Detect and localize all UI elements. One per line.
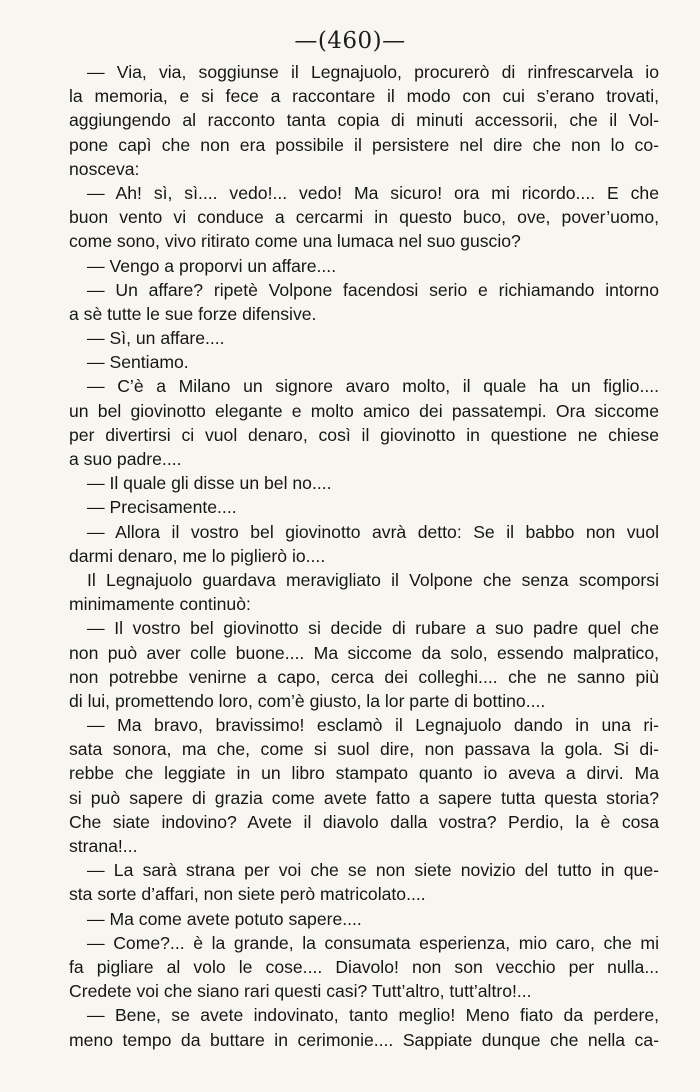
text-line: nosceva: <box>69 158 140 179</box>
text-line: — Bene, se avete indovinato, tanto meglio! Meno fiato da perdere, <box>87 1005 659 1026</box>
text-line: fa pigliare al volo le cose.... Diavolo! non son vecchio per nulla... <box>69 956 659 977</box>
text-line: meno tempo da buttare in cerimonie.... Sappiate dunque che nella ca- <box>69 1029 659 1050</box>
text-line: darmi denaro, me lo piglierò io.... <box>69 545 326 566</box>
text-line: — Ma bravo, bravissimo! esclamò il Legnajuolo dando in una ri- <box>87 715 659 736</box>
text-line: — Come?... è la grande, la consumata esperienza, mio caro, che mi <box>87 932 659 953</box>
text-line: di lui, promettendo loro, com’è giusto, la lor parte di bottino.... <box>69 690 546 711</box>
text-line: strana!... <box>69 836 138 856</box>
text-line: — Via, via, soggiunse il Legnajuolo, procurerò di rinfrescarvela io <box>87 62 659 82</box>
text-line: si può sapere di grazia come avete fatto a sapere tutta questa storia? <box>69 787 659 808</box>
text-line: buon vento vi conduce a cercarmi in questo buco, ove, pover’uomo, <box>69 207 659 228</box>
text-line: — Ma come avete potuto sapere.... <box>87 908 362 929</box>
text-line: rebbe che leggiate in un libro stampato quanto io aveva a dirvi. Ma <box>69 763 659 784</box>
text-line: per divertirsi ci vuol denaro, così il giovinotto in questione ne chiese <box>69 424 659 445</box>
text-line: — Allora il vostro bel giovinotto avrà detto: Se il babbo non vuol <box>87 521 659 542</box>
text-line: — Il vostro bel giovinotto si decide di rubare a suo padre quel che <box>87 618 659 639</box>
text-line: sta sorte d’affari, non siete però matricolato.... <box>69 884 426 905</box>
text-line: — Ah! sì, sì.... vedo!... vedo! Ma sicuro! ora mi ricordo.... E che <box>87 182 659 203</box>
text-line: Credete voi che siano rari questi casi? Tutt’altro, tutt’altro!... <box>69 981 532 1002</box>
text-line: a sè tutte le sue forze difensive. <box>69 303 317 324</box>
text-line: pone capì che non era possibile il persistere nel dire che non lo co- <box>69 134 659 155</box>
text-line: — Sì, un affare.... <box>87 328 225 349</box>
text-line: come sono, vivo ritirato come una lumaca nel suo guscio? <box>69 231 521 252</box>
text-line: Che siate indovino? Avete il diavolo dalla vostra? Perdio, la è cosa <box>69 811 659 832</box>
text-line: — Il quale gli disse un bel no.... <box>87 473 332 494</box>
page-number-header: —(460)— <box>294 28 406 54</box>
text-line: — La sarà strana per voi che se non siete novizio del tutto in que- <box>87 860 659 881</box>
text-line: — Sentiamo. <box>87 352 189 373</box>
text-line: aggiungendo al racconto tanta copia di minuti accessorii, che il Vol- <box>69 110 659 131</box>
text-line: — Vengo a proporvi un affare.... <box>87 255 337 276</box>
text-line: la memoria, e si fece a raccontare il modo con cui s’erano trovati, <box>69 86 659 107</box>
text-line: un bel giovinotto elegante e molto amico dei passatempi. Ora siccome <box>69 400 659 421</box>
text-line: — C’è a Milano un signore avaro molto, il quale ha un figlio.... <box>87 376 659 397</box>
text-line: minimamente continuò: <box>69 594 251 615</box>
text-line: — Un affare? ripetè Volpone facendosi serio e richiamando intorno <box>87 279 659 300</box>
text-line: non potrebbe venirne a capo, cerca dei colleghi.... che ne sanno più <box>69 666 659 687</box>
text-line: — Precisamente.... <box>87 497 237 518</box>
text-line: Il Legnajuolo guardava meravigliato il Volpone che senza scomporsi <box>87 569 659 590</box>
text-line: sata sonora, ma che, come si suol dire, non passava la gola. Si di- <box>69 739 659 760</box>
text-body <box>69 60 659 1052</box>
text-line: a suo padre.... <box>69 449 182 469</box>
text-line: non può aver colle buone.... Ma siccome da solo, essendo malpratico, <box>69 642 659 663</box>
